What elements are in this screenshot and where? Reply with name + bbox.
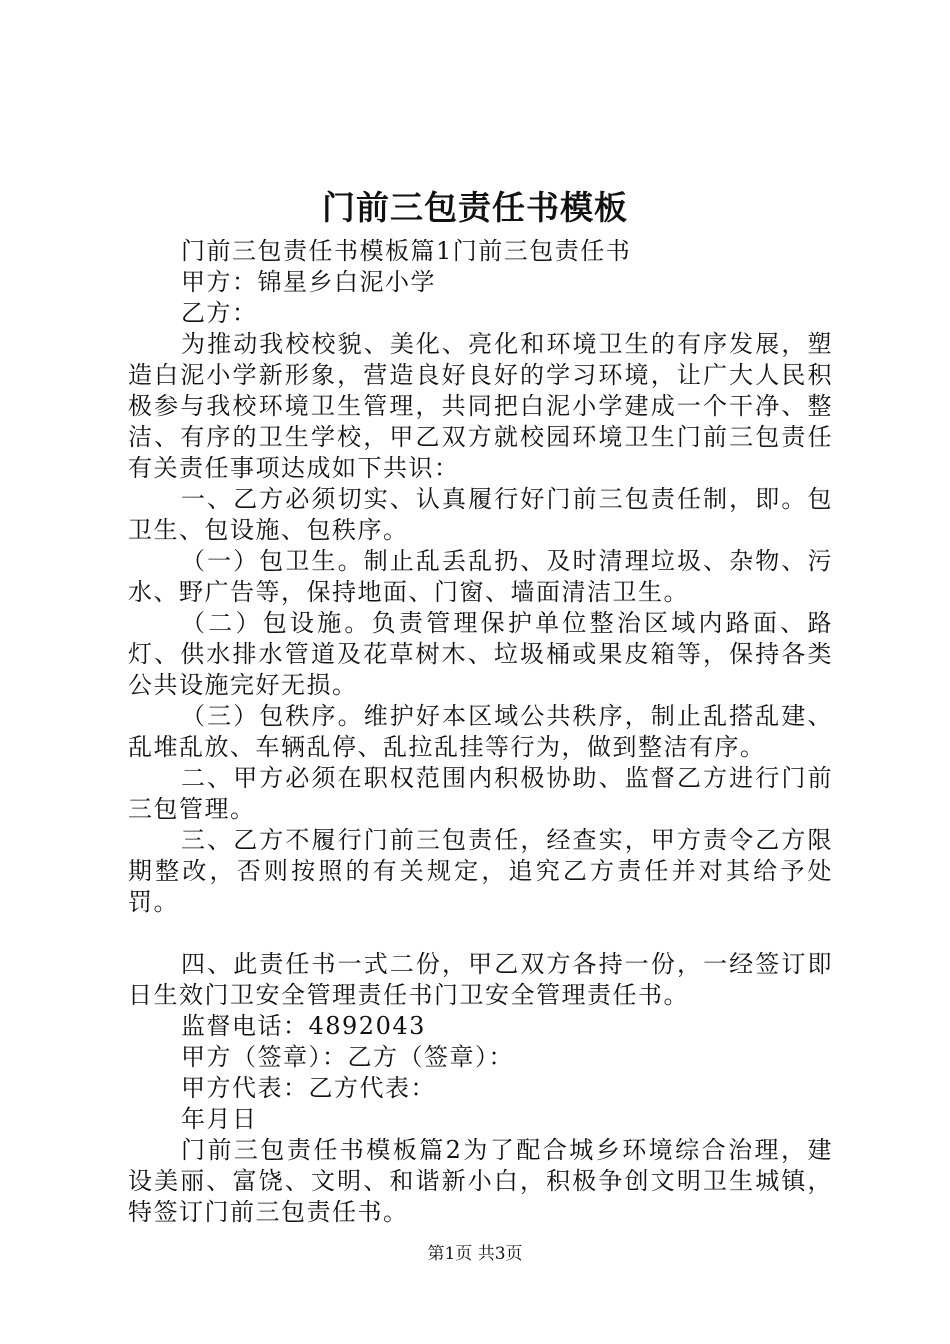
paragraph-party-a: 甲方：锦星乡白泥小学	[181, 268, 436, 296]
paragraph-phone: 监督电话：4892043	[181, 1012, 426, 1040]
paragraph-date: 年月日	[181, 1105, 258, 1133]
page-footer: 第1页 共3页	[427, 1244, 523, 1264]
paragraph-clause-2: 二、甲方必须在职权范围内积极协助、监督乙方进行门前三包管理。	[128, 764, 833, 823]
paragraph-party-b: 乙方：	[181, 299, 258, 327]
paragraph-clause-3: 三、乙方不履行门前三包责任，经查实，甲方责令乙方限期整改，否则按照的有关规定，追究乙方责任并对其给予处罚。	[128, 826, 833, 916]
paragraph-intro: 为推动我校校貌、美化、亮化和环境卫生的有序发展，塑造白泥小学新形象，营造良好良好的学习环境，让广大人民积极参与我校环境卫生管理，共同把白泥小学建成一个干净、整洁、有序的卫生学校，甲乙双方就校园环境卫生门前三包责任有关责任事项达成如下共识：	[128, 330, 833, 482]
paragraph-sub-1: （一）包卫生。制止乱丢乱扔、及时清理垃圾、杂物、污水、野广告等，保持地面、门窗、墙面清洁卫生。	[128, 547, 833, 606]
paragraph-representatives: 甲方代表：乙方代表：	[181, 1074, 436, 1102]
paragraph-template-2: 门前三包责任书模板篇2为了配合城乡环境综合治理，建设美丽、富饶、文明、和谐新小白，积极争创文明卫生城镇，特签订门前三包责任书。	[128, 1136, 833, 1226]
document-body	[128, 236, 833, 1228]
document-title: 门前三包责任书模板	[322, 188, 628, 227]
paragraph-gap	[128, 918, 833, 949]
paragraph-clause-4: 四、此责任书一式二份，甲乙双方各持一份，一经签订即日生效门卫安全管理责任书门卫安全管理责任书。	[128, 950, 833, 1009]
paragraph-clause-1: 一、乙方必须切实、认真履行好门前三包责任制，即。包卫生、包设施、包秩序。	[128, 485, 833, 544]
paragraph-signatures: 甲方（签章）：乙方（签章）：	[181, 1043, 514, 1071]
paragraph-sub-2: （二）包设施。负责管理保护单位整治区域内路面、路灯、供水排水管道及花草树木、垃圾桶或果皮箱等，保持各类公共设施完好无损。	[128, 609, 833, 699]
paragraph-heading: 门前三包责任书模板篇1门前三包责任书	[181, 237, 632, 265]
paragraph-sub-3: （三）包秩序。维护好本区域公共秩序，制止乱搭乱建、乱堆乱放、车辆乱停、乱拉乱挂等行为，做到整洁有序。	[128, 702, 833, 761]
